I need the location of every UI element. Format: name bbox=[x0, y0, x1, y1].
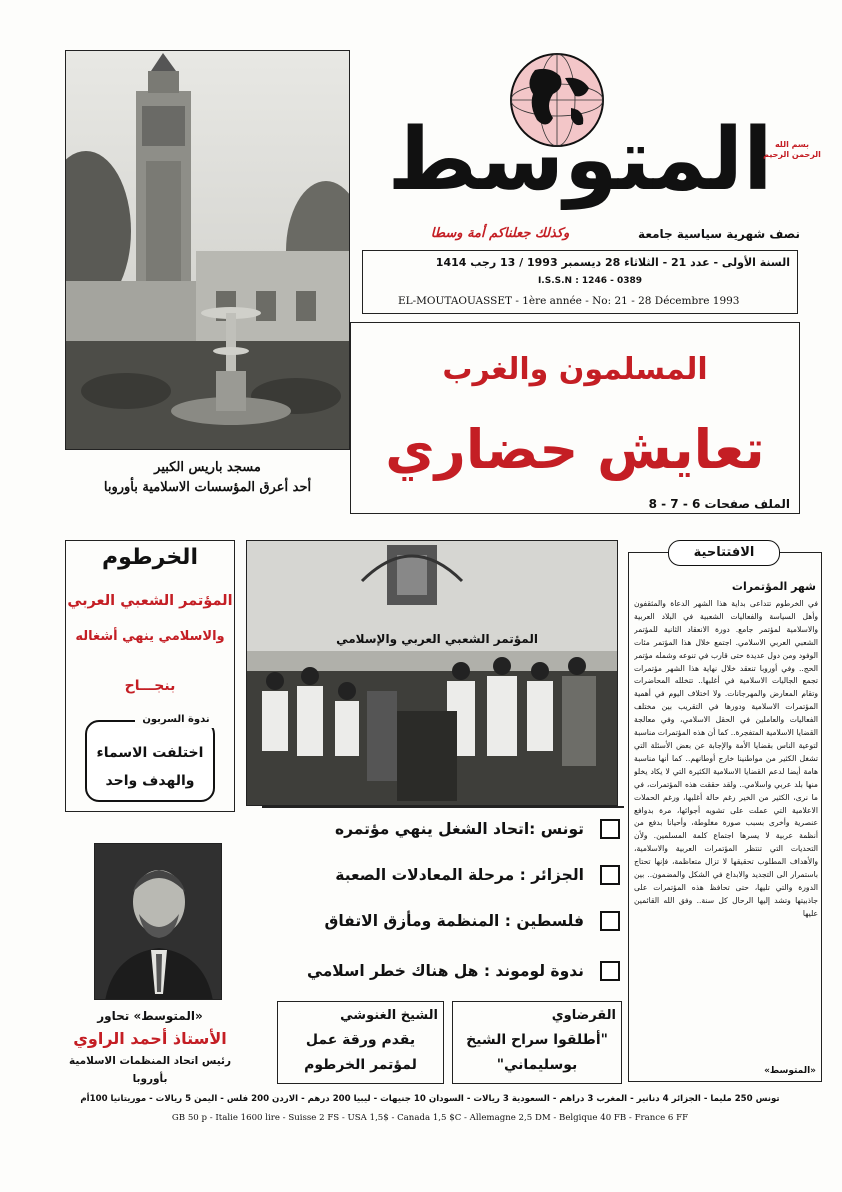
issue-line-arabic: السنة الأولى - عدد 21 - الثلاثاء 28 ديسمبر 1993 / 13 رجب 1414 bbox=[435, 256, 790, 269]
news-item bbox=[262, 956, 624, 986]
checkbox-icon bbox=[600, 865, 620, 885]
headline-page-ref: الملف صفحات 6 - 7 - 8 bbox=[648, 497, 790, 511]
editorial-heading: شهر المؤتمرات bbox=[731, 580, 816, 593]
news-item bbox=[262, 906, 624, 936]
masthead-title: المتوسط bbox=[387, 110, 773, 210]
masthead-motto: وكذلك جعلناكم أمة وسطا bbox=[430, 226, 570, 241]
qaradawi-line-2: بوسليماني" bbox=[496, 1057, 578, 1073]
khartoum-title: الخرطوم bbox=[102, 545, 198, 570]
checkbox-icon bbox=[600, 819, 620, 839]
khartoum-subtitle-2: والاسلامي ينهي أشغاله bbox=[75, 629, 225, 644]
editorial-signature: «المتوسط» bbox=[764, 1066, 816, 1076]
issue-line-french: EL-MOUTAOUASSET - 1ère année - No: 21 - 28 Décembre 1993 bbox=[398, 295, 740, 307]
qaradawi-title: القرضاوي bbox=[551, 1008, 616, 1023]
news-item bbox=[262, 814, 624, 844]
masthead-subtitle: نصف شهرية سياسية جامعة bbox=[638, 227, 800, 241]
news-divider bbox=[262, 806, 624, 808]
ghannouchi-line-2: لمؤتمر الخرطوم bbox=[304, 1057, 417, 1073]
news-item-text: فلسطين : المنظمة ومأزق الاتفاق bbox=[324, 912, 584, 930]
mosque-photo bbox=[65, 50, 350, 450]
headline-main: تعايش حضاري bbox=[385, 418, 765, 481]
checkbox-icon bbox=[600, 911, 620, 931]
mosque-caption-line-1: مسجد باريس الكبير bbox=[154, 460, 261, 475]
sorbonne-line-2: والهدف واحد bbox=[105, 773, 195, 789]
conference-photo bbox=[246, 540, 618, 806]
price-line-arabic: تونس 250 مليما - الجزائر 4 دنانير - المغرب 3 دراهم - السعودية 3 ريالات - السودان 10 جنيهات - ليبيا 200 درهم - الاردن 200 فلس - اليمن 5 ريالات - موريتانيا 100أم bbox=[80, 1094, 780, 1104]
headline-kicker: المسلمون والغرب bbox=[442, 352, 708, 387]
mosque-caption-line-2: أحد أعرق المؤسسات الاسلامية بأوروبا bbox=[103, 480, 312, 495]
checkbox-icon bbox=[600, 961, 620, 981]
khartoum-subtitle-1: المؤتمر الشعبي العربي bbox=[67, 593, 233, 609]
editorial-body: في الخرطوم تتداعى بداية هذا الشهر الدعاة والمثقفون وأهل السياسة والفعاليات الشعبية في البلاد العربية والاسلامية لمؤتمر جامع. دورة الانعقاد الثانية للمؤتمر الشعبي العربي الاسلامي. اجتمع خلال هذا المؤتمر مئات الوفود ومن دول عديدة حتى قارب في تنوعه وشمله مؤتمر الحج.. وفي أوروبا تنعقد خلال نهاية هذا الشهر مؤتمرات تجمع الجاليات الاسلامية في أغلبها.. تتخلله المحاضرات وتقام المعارض والمهرجانات. ولا اختلاف اليوم في أهمية المؤتمرات الاسلامية ودورها في التقريب بين مختلف الفعاليات والعاملين في الحقل الاسلامي، وفي معالجة القضايا الاسلامية المتفجرة.. كما أن هذه المؤتمرات مناسبة لتوعية الناس بقضايا الأمة والإجابة عن بعض الأسئلة التي تشغل الكثير من مواطنينا خارج أوطانهم.. كما أنها مناسبة هامة أيضا لدعم القضايا الاسلامية الكثيرة التي لا يكاد يخلو منها بلد عربي واسلامي.. ولقد حققت هذه المؤتمرات، في ما نرى، الكثير من الخير رغم حالة أغلبها، ورغم الحملات الاعلامية التي عملت على تشويه أجوائها، مرة بدوافع عنصرية وأخرى بسبب صورة مغلوطة، وأحيانا بدفع من أنظمة عربية لا يسرها اجتماع كلمة المسلمين. ولأن التحديات التي تنتظر المؤتمرات العربية والاسلامية، والأهداف المطلوب تحقيقها لا تزال متعاظمة، فإنها تحتاج باستمرار الى التجديد والابداع في الشكل والمضمون.. بين الدورة والتي تليها، حتى تحافظ هذه المؤتمرات على جاذبيتها وتشد إليها الرحال كل سنة.. وفق الله القائمين عليها bbox=[634, 599, 818, 918]
price-line-french: GB 50 p - Italie 1600 lire - Suisse 2 FS - USA 1,5$ - Canada 1,5 $C - Allemagne 2,5 DM - Belgique 40 FB - France 6 FF bbox=[171, 1113, 689, 1123]
ghannouchi-line-1: يقدم ورقة عمل bbox=[305, 1032, 416, 1048]
portrait-photo bbox=[94, 843, 222, 1000]
news-item-text: تونس :اتحاد الشغل ينهي مؤتمره bbox=[335, 820, 584, 838]
qaradawi-line-1: "أطلقوا سراح الشيخ bbox=[466, 1032, 608, 1048]
mosque-caption bbox=[65, 452, 350, 512]
masthead-basmala: بسم الله الرحمن الرحيم bbox=[763, 140, 821, 159]
issn-line: I.S.S.N : 1246 - 0389 bbox=[537, 276, 643, 286]
portrait-caption-name: الأستاذ أحمد الراوي bbox=[73, 1029, 227, 1048]
portrait-caption-1: «المتوسط» تحاور bbox=[97, 1009, 203, 1023]
portrait-caption-role: رئيس اتحاد المنظمات الاسلامية بأوروبا bbox=[68, 1055, 232, 1085]
news-item-text: ندوة لوموند : هل هناك خطر اسلامي bbox=[307, 962, 584, 980]
sorbonne-label: ندوة السربون bbox=[135, 712, 217, 728]
editorial-title: الافتتاحية bbox=[668, 540, 780, 566]
news-item bbox=[262, 860, 624, 890]
ghannouchi-title: الشيخ الغنوشي bbox=[340, 1008, 438, 1023]
sorbonne-line-1: اختلفت الاسماء bbox=[96, 745, 204, 761]
khartoum-subtitle-3: بنجـــاح bbox=[124, 678, 176, 694]
news-item-text: الجزائر : مرحلة المعادلات الصعبة bbox=[335, 866, 584, 884]
conference-banner: المؤتمر الشعبي العربي والإسلامي bbox=[336, 632, 538, 646]
